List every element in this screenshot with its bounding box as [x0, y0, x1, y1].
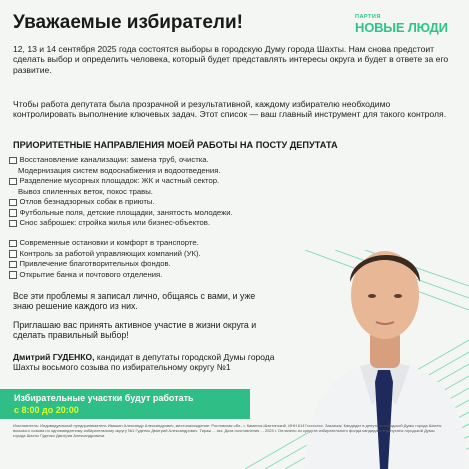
priorities-heading: ПРИОРИТЕТНЫЕ НАПРАВЛЕНИЯ МОЕЙ РАБОТЫ НА ПОСТУ ДЕПУТАТА	[13, 140, 338, 150]
logo-name: НОВЫЕ ЛЮДИ	[355, 20, 448, 35]
priority-item: Открытие банка и почтового отделения.	[18, 270, 201, 281]
party-logo	[355, 14, 455, 35]
intro-paragraph: 12, 13 и 14 сентября 2025 года состоятся выборы в городскую Думу города Шахты. Нам снова предстоит сделать выбор и определить человека, который будет представлять интересы округа и будет в ответе за его развитие.	[13, 44, 449, 75]
priority-item: Современные остановки и комфорт в транспорте.	[19, 238, 199, 247]
fine-print: Изготовитель: Индивидуальный предприниматель Ивашин Александр Александрович, местонахождение: Ростовская обл., г. Каменск-Шахтинский, ИНН 6147xxxxxxxx. Заказчик: Кандидат в депутаты городской Думы города Шахты восьмого созыва по одномандатному избирательному округу №1 Гуденко Дмитрий Александрович. Тираж ... экз. Дата изготовления ... 2025 г. Оплачено из средств избирательного фонда кандидата в депутаты городской Думы города Шахты Гуденко Дмитрия Александровича.	[13, 423, 442, 439]
priority-item: Отлов безнадзорных собак в приюты.	[18, 197, 233, 208]
priorities-list-1	[18, 155, 233, 229]
polling-hours-banner	[0, 389, 250, 419]
banner-line-2: с 8:00 до 20:00	[14, 405, 79, 415]
priority-item: Привлечение благотворительных фондов.	[18, 259, 201, 270]
invitation-paragraph: Приглашаю вас принять активное участие в жизни округа и сделать правильный выбор!	[13, 320, 257, 341]
banner-line-1: Избирательные участки будут работать	[14, 393, 194, 403]
priority-item: Футбольные поля, детские площадки, занятость молодежи.	[19, 207, 233, 217]
priority-item: Снос заброшек: стройка жилья или бизнес-объектов.	[18, 218, 233, 229]
priority-item: Вывоз спиленных веток, покос травы.	[18, 186, 153, 196]
priority-item: Восстановление канализации: замена труб, очистка.	[18, 155, 233, 166]
priority-item: Разделение мусорных площадок: ЖК и частный сектор.	[18, 176, 233, 187]
closing-paragraph: Все эти проблемы я записал лично, общаясь с вами, и уже знаю решение каждого из них.	[13, 291, 256, 312]
control-paragraph: Чтобы работа депутата была прозрачной и результативной, каждому избирателю необходимо контролировать выполнение ключевых задач. Этот список — ваш главный инструмент для такого контроля.	[13, 99, 447, 120]
page-title: Уважаемые избиратели!	[13, 12, 243, 33]
candidate-name: Дмитрий ГУДЕНКО,	[13, 352, 95, 362]
priority-item: Контроль за работой управляющих компаний (УК).	[19, 248, 201, 258]
priority-item: Модернизация систем водоснабжения и водоотведения.	[18, 165, 221, 175]
priorities-list-2	[18, 238, 201, 280]
logo-prefix: ПАРТИЯ	[355, 14, 381, 20]
candidate-title: кандидат в депутаты городской Думы города Шахты восьмого созыва по избирательному округу №1	[13, 352, 275, 372]
